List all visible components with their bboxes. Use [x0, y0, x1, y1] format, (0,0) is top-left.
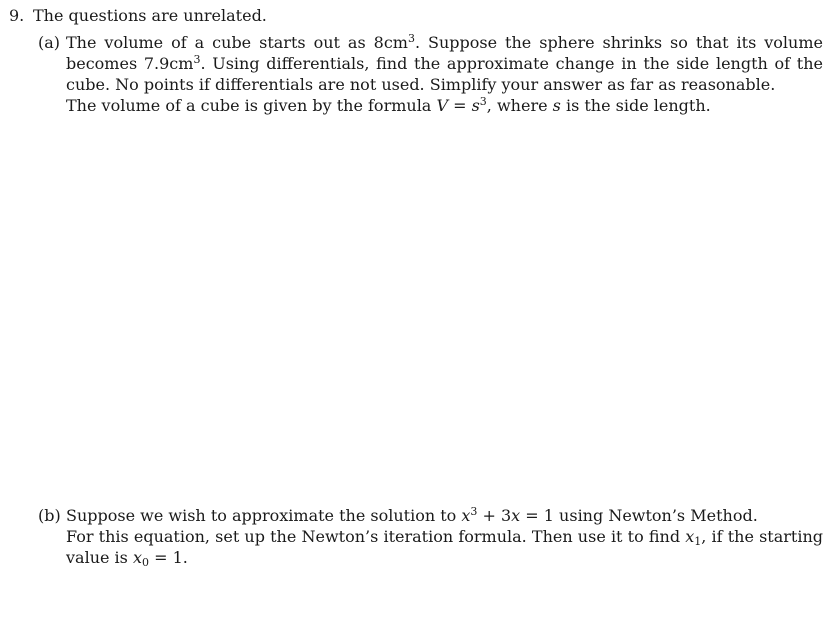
part-a-formula-text [66, 95, 823, 116]
part-a-problem-text [66, 32, 823, 95]
math-variable: s [471, 96, 480, 115]
part-b-body [66, 505, 823, 568]
part-a-label: (a) [38, 33, 61, 52]
part-a [38, 32, 823, 116]
text-run: For this equation, set up the Newton’s iteration formula. Then use it to find [66, 527, 686, 546]
text-run: , where [486, 96, 553, 115]
math-variable: x [511, 506, 521, 525]
text-run: Suppose we wish to approximate the solution to [66, 506, 462, 525]
question-intro: The questions are unrelated. [33, 6, 267, 25]
question-9 [9, 5, 824, 26]
math-variable: V [436, 96, 448, 115]
part-b-label: (b) [38, 506, 61, 525]
text-run: = [448, 96, 472, 115]
question-number: 9. [9, 6, 25, 25]
part-b [38, 505, 823, 568]
part-b-instruction-text [66, 526, 823, 568]
part-b-problem-text [66, 505, 823, 526]
text-run: + 3 [477, 506, 512, 525]
math-variable: x [132, 548, 142, 567]
superscript: 3 [470, 505, 478, 518]
text-run: = 1. [149, 548, 188, 567]
part-a-body [66, 32, 823, 116]
text-run: = 1 using Newton’s Method. [520, 506, 758, 525]
subscript: 0 [142, 556, 149, 569]
text-run: . Suppose the sphere shrinks so that its volume becomes 7.9cm [66, 33, 823, 73]
math-variable: x [685, 527, 695, 546]
subscript: 1 [694, 535, 702, 548]
question-heading [9, 5, 824, 26]
text-run: . Using differentials, find the approximate change in the side length of the cube. No points if differentials are not used. Simplify your answer as far as reasonable. [66, 54, 823, 94]
superscript: 3 [479, 95, 487, 108]
text-run: The volume of a cube starts out as 8cm [66, 33, 408, 52]
text-run: , if the starting value is [66, 527, 823, 567]
superscript: 3 [407, 32, 415, 45]
text-run: is the side length. [560, 96, 711, 115]
math-variable: x [461, 506, 471, 525]
math-variable: s [552, 96, 561, 115]
text-run: The volume of a cube is given by the formula [66, 96, 437, 115]
superscript: 3 [193, 53, 201, 66]
